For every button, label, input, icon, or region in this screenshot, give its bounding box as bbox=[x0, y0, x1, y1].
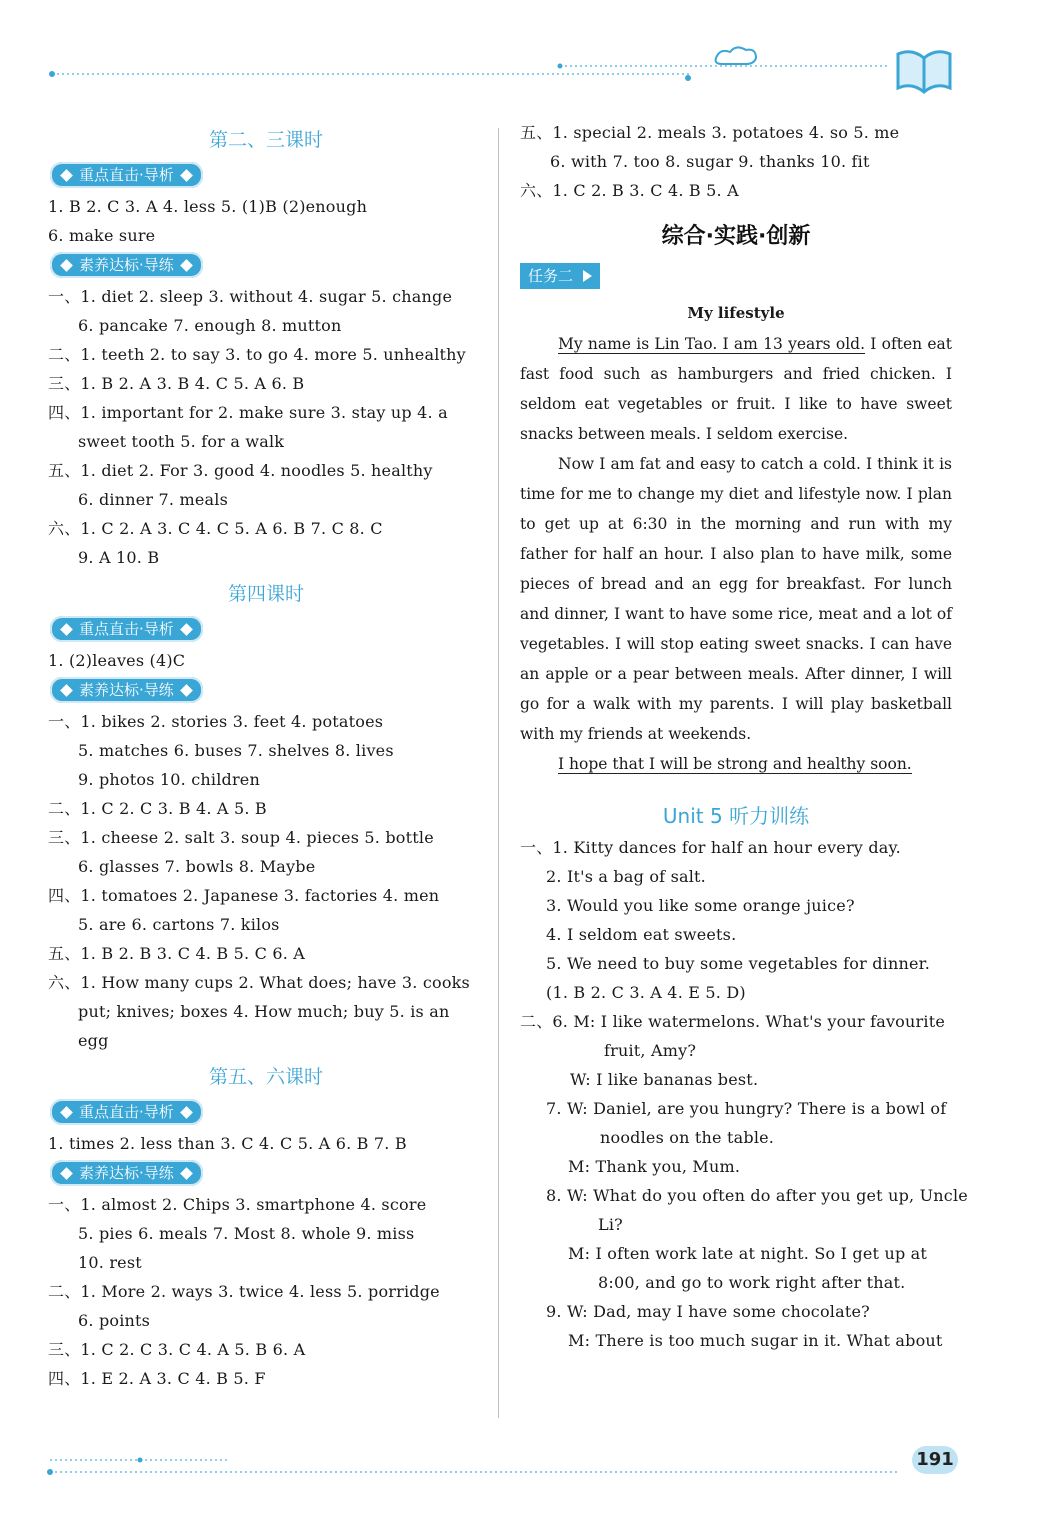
diamond-icon bbox=[60, 1167, 73, 1180]
underlined-sentence: I hope that I will be strong and healthy soon. bbox=[558, 755, 912, 773]
answer-line: 六、1. C 2. B 3. C 4. B 5. A bbox=[520, 181, 739, 200]
banner-label: 素养达标·导练 bbox=[79, 1164, 174, 1182]
transcript-line: fruit, Amy? bbox=[604, 1041, 697, 1060]
essay-paragraph bbox=[520, 329, 952, 449]
answer-line: 一、1. almost 2. Chips 3. smartphone 4. score bbox=[48, 1195, 427, 1214]
answer-line: 5. pies 6. meals 7. Most 8. whole 9. miss bbox=[78, 1224, 415, 1243]
essay-paragraph: Now I am fat and easy to catch a cold. I think it is time for me to change my diet and lifestyle now. I plan to get up at 6:30 in the morning and run with my father for half an hour. I also plan to have milk, some pieces of bread and an egg for breakfast. For lunch and dinner, I want to have some rice, meat and a lot of vegetables. I will stop eating sweet snacks. I can have an apple or a pear between meals. After dinner, I will go for a walk with my parents. I will play basketball with my friends at weekends. bbox=[520, 455, 952, 743]
transcript-line: Li? bbox=[598, 1215, 623, 1234]
banner-label: 重点直击·导析 bbox=[79, 620, 174, 638]
transcript-line: M: I often work late at night. So I get up at bbox=[568, 1244, 928, 1263]
underlined-sentence: My name is Lin Tao. I am 13 years old. bbox=[558, 335, 866, 353]
transcript-line: 9. W: Dad, may I have some chocolate? bbox=[546, 1302, 870, 1321]
answer-line: egg bbox=[78, 1031, 109, 1050]
transcript-line: 2. It's a bag of salt. bbox=[546, 867, 706, 886]
banner-label: 重点直击·导析 bbox=[79, 166, 174, 184]
answer-line: 6. points bbox=[78, 1311, 151, 1330]
practice-banner bbox=[50, 677, 203, 703]
answer-line: 1. B 2. C 3. A 4. less 5. (1)B (2)enough bbox=[48, 197, 368, 216]
transcript-line: 3. Would you like some orange juice? bbox=[546, 896, 855, 915]
key-points-banner bbox=[50, 616, 203, 642]
practice-banner bbox=[50, 252, 203, 278]
answer-line: 1. (2)leaves (4)C bbox=[48, 651, 186, 670]
diamond-icon bbox=[60, 169, 73, 182]
transcript-line: 7. W: Daniel, are you hungry? There is a bowl of bbox=[546, 1099, 947, 1118]
answer-line: 6. with 7. too 8. sugar 9. thanks 10. fit bbox=[550, 152, 870, 171]
comprehensive-practice-title: 综合·实践·创新 bbox=[661, 224, 811, 249]
transcript-line: 8. W: What do you often do after you get up, Uncle bbox=[546, 1186, 968, 1205]
key-points-banner bbox=[50, 162, 203, 188]
transcript-line: W: I like bananas best. bbox=[570, 1070, 759, 1089]
answer-line: 9. A 10. B bbox=[78, 548, 160, 567]
section-title-lesson-4: 第四课时 bbox=[227, 583, 304, 605]
answer-line: 四、1. important for 2. make sure 3. stay up 4. a bbox=[48, 403, 448, 422]
transcript-line: 8:00, and go to work right after that. bbox=[598, 1273, 906, 1292]
practice-banner bbox=[50, 1160, 203, 1186]
answer-line: 二、1. teeth 2. to say 3. to go 4. more 5. unhealthy bbox=[48, 345, 466, 364]
answer-line: 一、1. bikes 2. stories 3. feet 4. potatoes bbox=[48, 712, 384, 731]
answer-line: 二、1. More 2. ways 3. twice 4. less 5. porridge bbox=[48, 1282, 440, 1301]
essay-title: My lifestyle bbox=[687, 304, 785, 322]
answer-line: 6. pancake 7. enough 8. mutton bbox=[78, 316, 342, 335]
task-label: 任务二 bbox=[528, 267, 574, 285]
transcript-line: M: Thank you, Mum. bbox=[568, 1157, 741, 1176]
diamond-icon bbox=[60, 1106, 73, 1119]
diamond-icon bbox=[180, 1106, 193, 1119]
column-divider bbox=[498, 128, 499, 1418]
answer-line: 六、1. C 2. A 3. C 4. C 5. A 6. B 7. C 8. C bbox=[48, 519, 383, 538]
diamond-icon bbox=[60, 684, 73, 697]
answer-key-line: (1. B 2. C 3. A 4. E 5. D) bbox=[546, 983, 746, 1002]
answer-line: 5. matches 6. buses 7. shelves 8. lives bbox=[78, 741, 394, 760]
transcript-line: M: There is too much sugar in it. What about bbox=[568, 1331, 943, 1350]
banner-label: 素养达标·导练 bbox=[79, 681, 174, 699]
answer-line: 5. are 6. cartons 7. kilos bbox=[78, 915, 280, 934]
answer-line: 三、1. B 2. A 3. B 4. C 5. A 6. B bbox=[48, 374, 305, 393]
section-title-lesson-5-6: 第五、六课时 bbox=[208, 1066, 323, 1088]
diamond-icon bbox=[60, 259, 73, 272]
diamond-icon bbox=[60, 623, 73, 636]
banner-label: 素养达标·导练 bbox=[79, 256, 174, 274]
answer-line: 五、1. special 2. meals 3. potatoes 4. so 5. me bbox=[520, 123, 900, 142]
section-title-lesson-2-3: 第二、三课时 bbox=[208, 129, 323, 151]
transcript-line: 二、6. M: I like watermelons. What's your favourite bbox=[520, 1012, 945, 1031]
answer-line: sweet tooth 5. for a walk bbox=[78, 432, 285, 451]
answer-line: 一、1. diet 2. sleep 3. without 4. sugar 5. change bbox=[48, 287, 453, 306]
diamond-icon bbox=[180, 684, 193, 697]
play-arrow-icon bbox=[583, 270, 592, 282]
essay-body bbox=[520, 329, 952, 779]
answer-line: 三、1. cheese 2. salt 3. soup 4. pieces 5. bottle bbox=[48, 828, 434, 847]
answer-line: 6. make sure bbox=[48, 226, 156, 245]
answer-line: 10. rest bbox=[78, 1253, 142, 1272]
listening-section-title: Unit 5 听力训练 bbox=[662, 804, 810, 828]
answer-line: 二、1. C 2. C 3. B 4. A 5. B bbox=[48, 799, 267, 818]
answer-line: 五、1. diet 2. For 3. good 4. noodles 5. healthy bbox=[48, 461, 433, 480]
left-column bbox=[48, 118, 484, 1393]
answer-line: put; knives; boxes 4. How much; buy 5. is an bbox=[78, 1002, 450, 1021]
diamond-icon bbox=[180, 259, 193, 272]
banner-label: 重点直击·导析 bbox=[79, 1103, 174, 1121]
footer-decoration bbox=[0, 1430, 1046, 1536]
header-decoration bbox=[0, 0, 1046, 110]
diamond-icon bbox=[180, 1167, 193, 1180]
transcript-line: noodles on the table. bbox=[600, 1128, 775, 1147]
book-icon bbox=[894, 44, 954, 96]
transcript-line: 4. I seldom eat sweets. bbox=[546, 925, 737, 944]
right-column bbox=[520, 118, 968, 1355]
key-points-banner bbox=[50, 1099, 203, 1125]
diamond-icon bbox=[180, 623, 193, 636]
answer-line: 9. photos 10. children bbox=[78, 770, 260, 789]
transcript-line: 一、1. Kitty dances for half an hour every day. bbox=[520, 838, 901, 857]
answer-line: 五、1. B 2. B 3. C 4. B 5. C 6. A bbox=[48, 944, 306, 963]
answer-line: 四、1. tomatoes 2. Japanese 3. factories 4. men bbox=[48, 886, 440, 905]
answer-line: 三、1. C 2. C 3. C 4. A 5. B 6. A bbox=[48, 1340, 306, 1359]
page-number: 191 bbox=[912, 1446, 958, 1474]
transcript-line: 5. We need to buy some vegetables for dinner. bbox=[546, 954, 931, 973]
answer-line: 6. dinner 7. meals bbox=[78, 490, 228, 509]
answer-line: 六、1. How many cups 2. What does; have 3. cooks bbox=[48, 973, 470, 992]
essay-paragraph bbox=[520, 749, 952, 779]
diamond-icon bbox=[180, 169, 193, 182]
task-tag bbox=[520, 263, 600, 289]
paragraph-text: I often eat fast food such as hamburgers and fried chicken. I seldom eat vegetables or fruit. I like to have sweet snacks between meals. I seldom exercise. bbox=[520, 335, 953, 443]
answer-line: 1. times 2. less than 3. C 4. C 5. A 6. B 7. B bbox=[48, 1134, 407, 1153]
answer-line: 四、1. E 2. A 3. C 4. B 5. F bbox=[48, 1369, 266, 1388]
answer-line: 6. glasses 7. bowls 8. Maybe bbox=[78, 857, 316, 876]
